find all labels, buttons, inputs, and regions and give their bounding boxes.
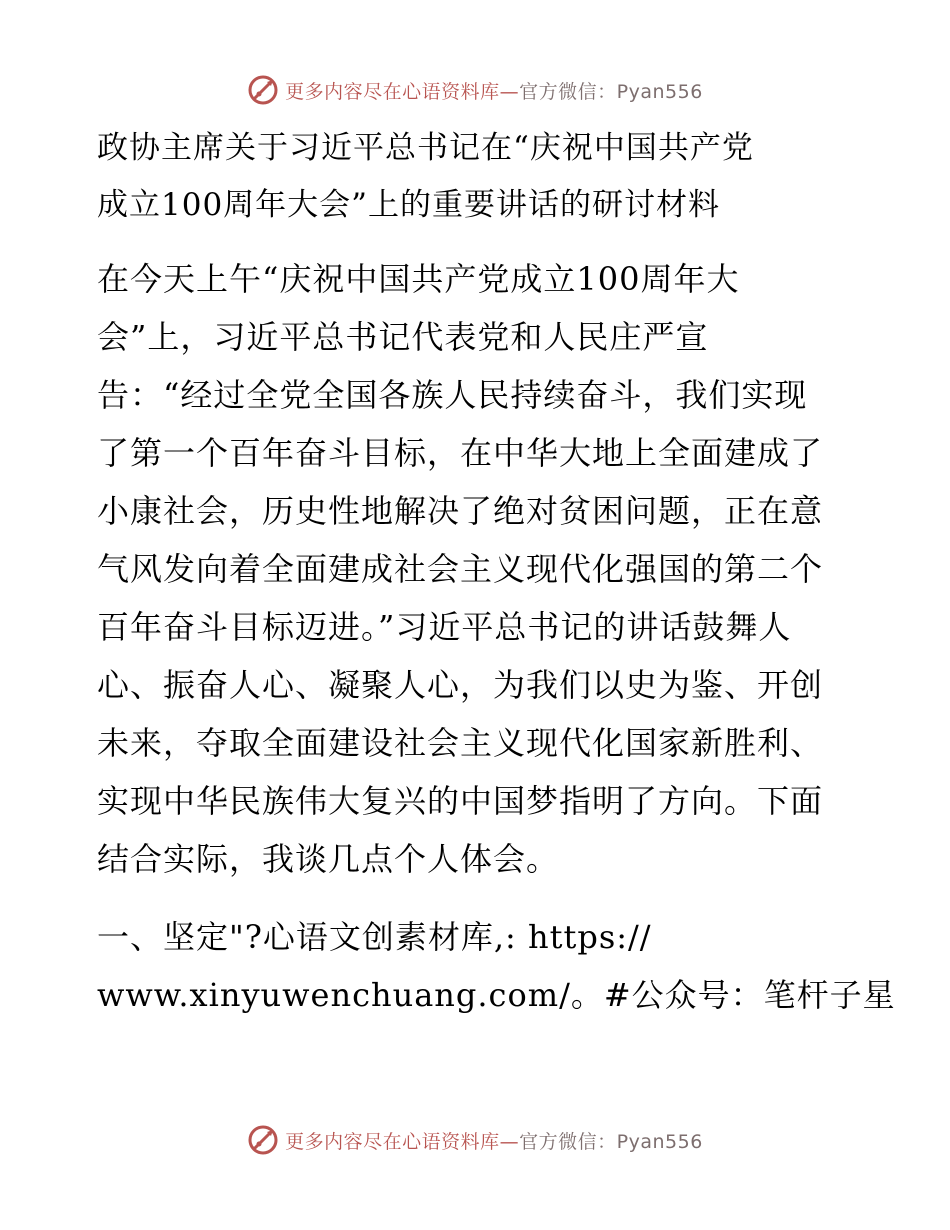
section-heading-line-2: www.xinyuwenchuang.com/。#公众号：笔杆子星 (97, 976, 896, 1014)
body-line-5: 小康社会，历史性地解决了绝对贫困问题，正在意 (97, 492, 824, 530)
brand-logo-icon (247, 1124, 279, 1156)
body-line-2: 会”上，习近平总书记代表党和人民庄严宣 (97, 318, 709, 356)
document-title-line-1: 政协主席关于习近平总书记在“庆祝中国共产党 (97, 130, 754, 166)
body-line-3: 告：“经过全党全国各族人民持续奋斗，我们实现 (97, 376, 808, 414)
document-title-line-2: 成立100周年大会”上的重要讲话的研讨材料 (97, 187, 721, 223)
footer-banner (0, 1120, 950, 1160)
banner-wechat: 官方微信：Pyan556 (519, 1130, 703, 1153)
body-line-9: 未来，夺取全面建设社会主义现代化国家新胜利、 (97, 724, 824, 762)
body-line-4: 了第一个百年奋斗目标，在中华大地上全面建成了 (97, 434, 824, 472)
banner-text: 更多内容尽在心语资料库—官方微信：Pyan556 (285, 80, 703, 103)
body-line-11: 结合实际，我谈几点个人体会。 (97, 840, 560, 878)
body-line-1: 在今天上午“庆祝中国共产党成立100周年大 (97, 260, 740, 298)
body-line-6: 气风发向着全面建成社会主义现代化强国的第二个 (97, 550, 824, 588)
body-line-8: 心、振奋人心、凝聚人心，为我们以史为鉴、开创 (97, 666, 824, 704)
section-heading-line-1: 一、坚定"?心语文创素材库,: https:// (97, 918, 652, 956)
banner-wechat: 官方微信：Pyan556 (519, 80, 703, 103)
header-banner (0, 70, 950, 110)
banner-text: 更多内容尽在心语资料库—官方微信：Pyan556 (285, 1130, 703, 1153)
body-line-10: 实现中华民族伟大复兴的中国梦指明了方向。下面 (97, 782, 824, 820)
body-line-7: 百年奋斗目标迈进。”习近平总书记的讲话鼓舞人 (97, 608, 792, 646)
brand-logo-icon (247, 74, 279, 106)
